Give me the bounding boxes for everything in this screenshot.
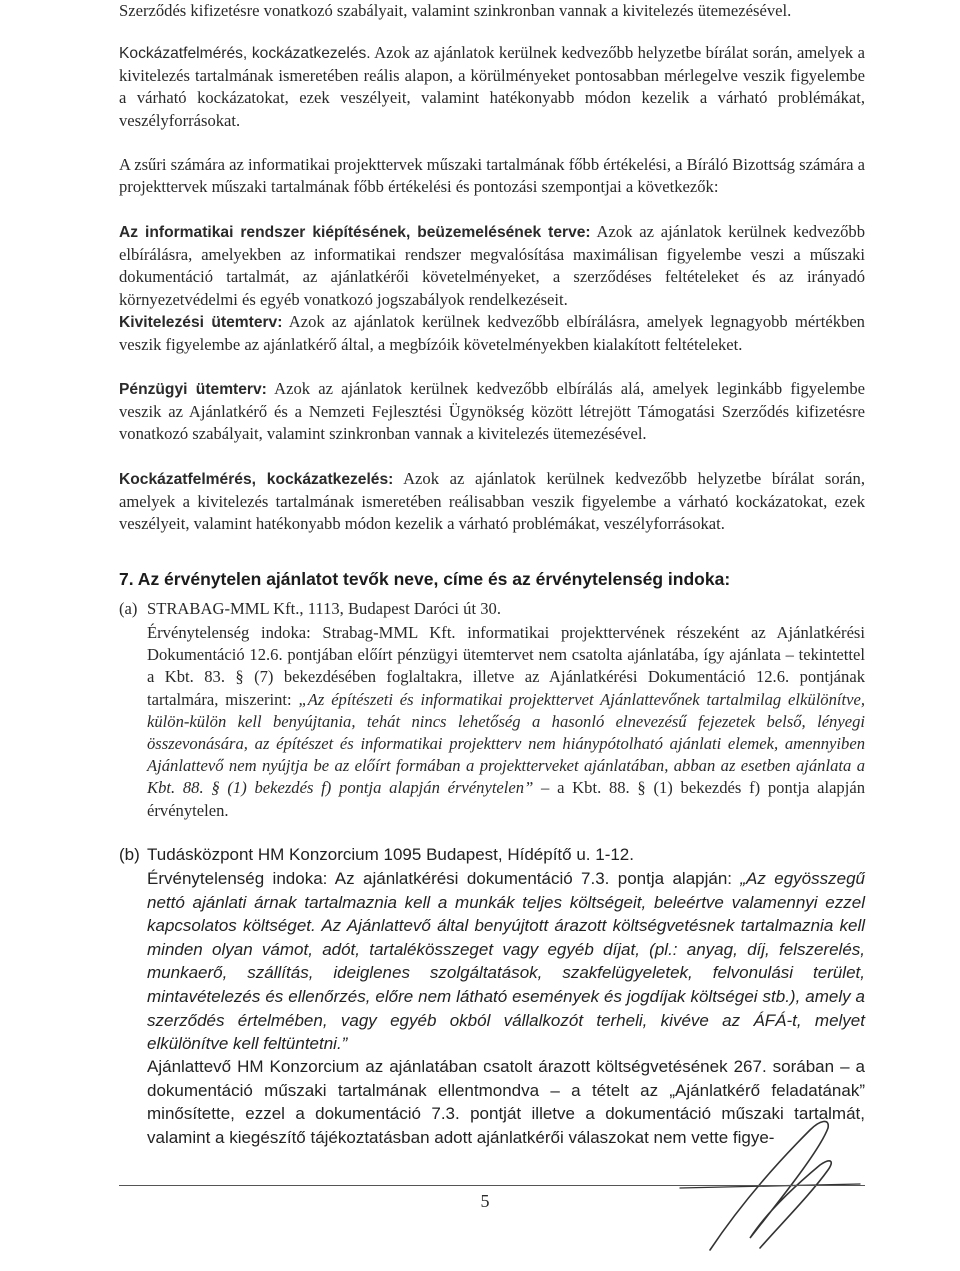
paragraph-risk-2 [119, 468, 865, 536]
item-b-continued: Ajánlattevő HM Konzorcium az ajánlatában csatolt árazott költségvetésének 267. sorában – a dokumentáció műszaki tartalmának ellentmondva – a tételt az „Ajánlatkérő feladatának” minősítette, ezzel a dokumentáció 7.3. pontját illetve a dokumentáció műszaki tartalmát, valamint a kiegészítő tájékoztatásban adott ajánlatkérői válaszokat nem vette figye- [147, 1057, 865, 1147]
footer-rule [119, 1185, 865, 1186]
item-b-body [147, 867, 865, 1056]
item-a-label: (a) [119, 599, 138, 618]
item-a-quote: „Az építészeti és informatikai projekttervet Ajánlattevőnek tartalmilag elkülönítve, külön-külön kell benyújtania, tehát nincs lehetőség a hasonló elnevezésű fejezetek belső, lényegi összevonására, az építészet és informatikai projektterv nem hiánypótolható ajánlati elemek, amennyiben Ajánlattevő nem nyújtja be az előírt formában a projektterveket ajánlatában, abban az esetben ajánlata a Kbt. 88. § (1) bekezdés f) pontja alapján érvénytelen” [147, 689, 865, 798]
paragraph-body: Azok az ajánlatok kerülnek kedvezőbb helyzetbe bírálat során, amelyek a kivitelezés tartalmának ismeretében reálisabban veszik figyelembe a várható kockázatokat, ezek veszélyeit, valamint hatékonyabb módon kezelik a várható problémákat, veszélyforrásokat. [119, 469, 865, 534]
paragraph-it-system [119, 221, 865, 311]
paragraph-risk-1 [119, 42, 865, 132]
paragraph-body: Azok az ajánlatok kerülnek kedvezőbb elbírálásra, amelyek legnagyobb mértékben veszik figyelembe az ajánlatkérő által, a megbízóik követelményekben kialakított feltételeket. [119, 312, 865, 355]
item-a-reason: Érvénytelenség indoka: Strabag-MML Kft. informatikai projekttervének részeként az Ajánlatkérési Dokumentáció 12.6. pontjában előírt pénzügyi ütemtervet nem csatolta ajánlatába, így ajánlata – tekintettel a Kbt. 83. § (7) bekezdésében foglaltakra, illetve az Ajánlatkérési Dokumentáció 12.6. pontjának tartalmára, miszerint: [147, 623, 865, 709]
item-b-quote: „Az egyösszegű nettó ajánlati árnak tartalmaznia kell a munkák teljes költségeit, beleértve valamennyi ezzel kapcsolatos költséget. Az Ajánlattevő által benyújtott árazott költségvetésnek tartalmaznia kell minden olyan vámot, adót, tartalékösszeget vagy egyéb díjat, (pl.: anyag, díj, felszerelés, munkaerő, szállítás, ideiglenes szolgáltatások, szakfelügyeletek, felvonulási terület, mintavételezés és ellenőrzés, előre nem látható események és jogdíjak költségei stb.), amely a szerződés értelmében, vagy egyéb okból vállalkozót terheli, kivéve az ÁFÁ-t, melyet elkülönítve kell feltüntetni.” [147, 869, 865, 1054]
item-a-body [147, 622, 865, 822]
paragraph-heading: Az informatikai rendszer kiépítésének, beüzemelésének terve: [119, 224, 591, 241]
item-b-label: (b) [119, 845, 140, 864]
paragraph-financial [119, 378, 865, 446]
paragraph-body: Azok az ajánlatok kerülnek kedvezőbb elbírálásra, amelyekben az informatikai rendszer megvalósítása maximálisan figyelembe veszi a műszaki dokumentáció tartalmát, az ajánlatkérői követelményeket, a szerződéses feltételeket és az irányadó környezetvédelmi és egyéb vonatkozó jogszabályok rendelkezéseit. [119, 222, 866, 309]
item-b-title: Tudásközpont HM Konzorcium 1095 Budapest, Hídépítő u. 1-12. [147, 845, 634, 864]
paragraph-heading: Kivitelezési ütemterv: [119, 314, 283, 331]
paragraph-body: Azok az ajánlatok kerülnek kedvezőbb elbírálás alá, amelyek leginkább figyelembe veszik az Ajánlatkérő és a Nemzeti Fejlesztési Ügynökség között létrejött Támogatási Szerződés kifizetésre vonatkozó szabályait, valamint szinkronban vannak a kivitelezés ütemezésével. [119, 379, 865, 444]
paragraph-heading: Kockázatfelmérés, kockázatkezelés: [119, 471, 394, 488]
page-number: 5 [480, 1191, 490, 1211]
paragraph-continuation: Szerződés kifizetésre vonatkozó szabályait, valamint szinkronban vannak a kivitelezés ütemezésével. [119, 1, 792, 20]
paragraph-heading: Kockázatfelmérés, kockázatkezelés. [119, 45, 371, 62]
paragraph-body: Azok az ajánlatok kerülnek kedvezőbb helyzetbe bírálat során, amelyek a kivitelezés tartalmának ismeretében reális alapon, a körülményeket pontosabban mérlegelve veszik figyelembe a várható kockázatokat, ezek veszélyeit, valamint hatékonyabb módon kezelik a várható problémákat, veszélyforrásokat. [119, 43, 866, 130]
paragraph-heading: Pénzügyi ütemterv: [119, 381, 267, 398]
section-heading: 7. Az érvénytelen ajánlatot tevők neve, címe és az érvénytelenség indoka: [119, 569, 731, 589]
item-a-title: STRABAG-MML Kft., 1113, Budapest Daróci út 30. [147, 599, 501, 618]
paragraph-jury-intro: A zsűri számára az informatikai projekttervek műszaki tartalmának főbb értékelési, a Bíráló Bizottság számára a projekttervek műszaki tartalmának főbb értékelési és pontozási szempontjai a következők: [119, 155, 865, 197]
item-a-conclusion: – a Kbt. 88. § (1) bekezdés f) pontja alapján érvénytelen. [147, 778, 865, 820]
item-b-reason: Érvénytelenség indoka: Az ajánlatkérési dokumentáció 7.3. pontja alapján: [147, 869, 741, 888]
paragraph-schedule [119, 311, 865, 356]
